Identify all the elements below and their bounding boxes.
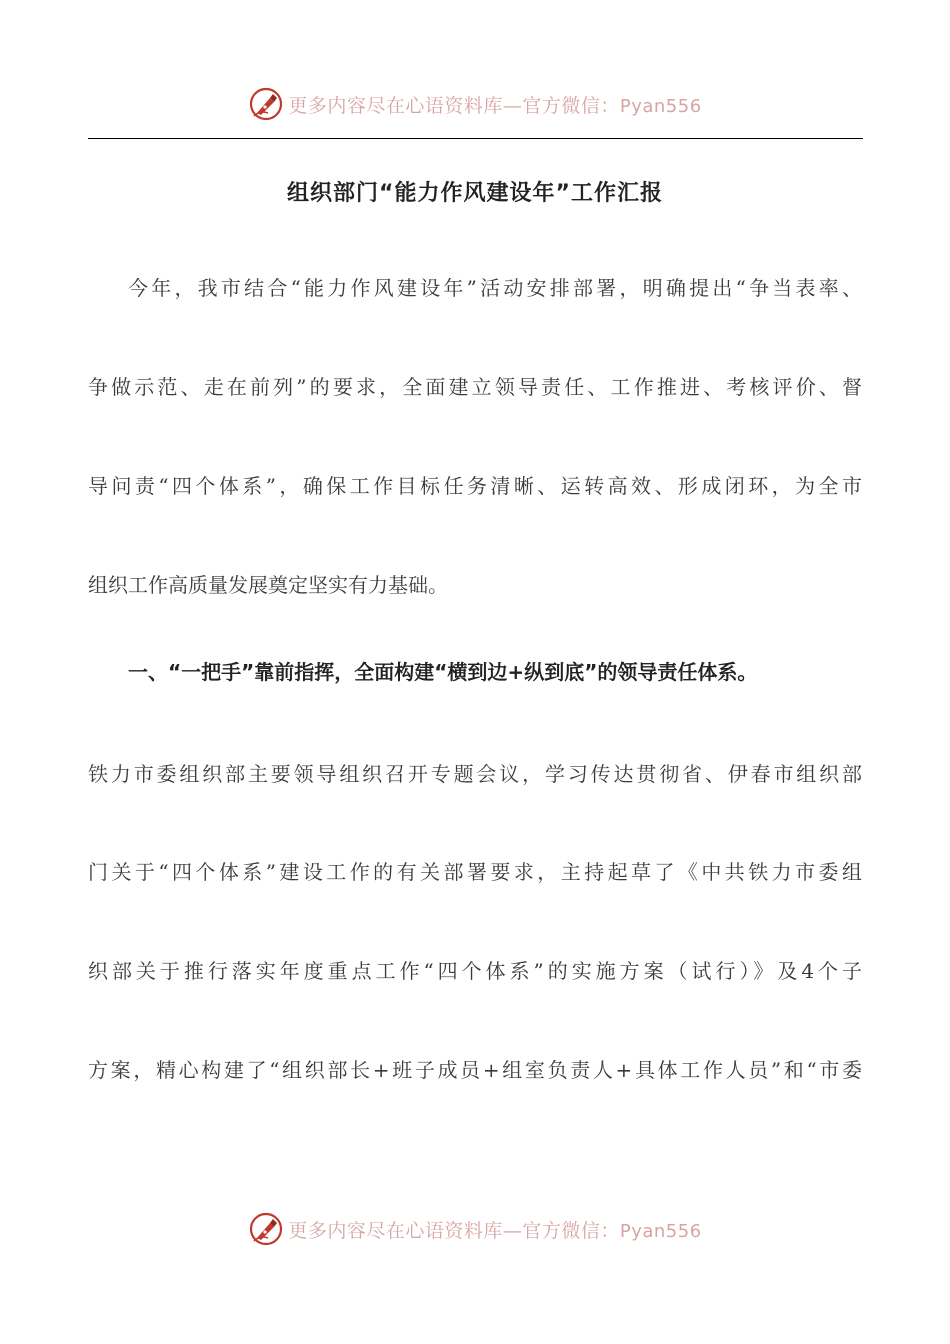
watermark-text-cn: 更多内容尽在心语资料库—官方微信：	[288, 1219, 620, 1242]
watermark-text	[288, 91, 701, 118]
watermark-wechat-id: Pyan556	[619, 95, 702, 117]
pen-nib-circle-icon	[248, 86, 284, 122]
para1-line-3: 导问责“四个体系”，确保工作目标任务清晰、运转高效、形成闭环，为全市	[88, 474, 862, 498]
watermark-text-cn: 更多内容尽在心语资料库—官方微信：	[288, 94, 620, 117]
para2-line-3: 织部关于推行落实年度重点工作“四个体系”的实施方案（试行）》及4个子	[88, 959, 862, 983]
para2-line-2: 门关于“四个体系”建设工作的有关部署要求，主持起草了《中共铁力市委组	[88, 860, 862, 884]
section-heading-1: 一、“一把手”靠前指挥，全面构建“横到边+纵到底”的领导责任体系。	[128, 660, 758, 684]
para2-line-4: 方案，精心构建了“组织部长+班子成员+组室负责人+具体工作人员”和“市委	[88, 1058, 862, 1082]
footer-watermark	[0, 1207, 950, 1251]
watermark-wechat-id: Pyan556	[619, 1220, 702, 1242]
document-title: 组织部门“能力作风建设年”工作汇报	[287, 181, 663, 206]
para1-line-1: 今年，我市结合“能力作风建设年”活动安排部署，明确提出“争当表率、	[128, 276, 862, 300]
pen-nib-circle-icon	[248, 1211, 284, 1247]
para1-line-2: 争做示范、走在前列”的要求，全面建立领导责任、工作推进、考核评价、督	[88, 375, 862, 399]
para1-line-4: 组织工作高质量发展奠定坚实有力基础。	[88, 573, 448, 597]
header-watermark	[0, 82, 950, 126]
watermark-text	[288, 1216, 701, 1243]
para2-line-1: 铁力市委组织部主要领导组织召开专题会议，学习传达贯彻省、伊春市组织部	[88, 762, 862, 786]
header-divider	[88, 138, 863, 139]
